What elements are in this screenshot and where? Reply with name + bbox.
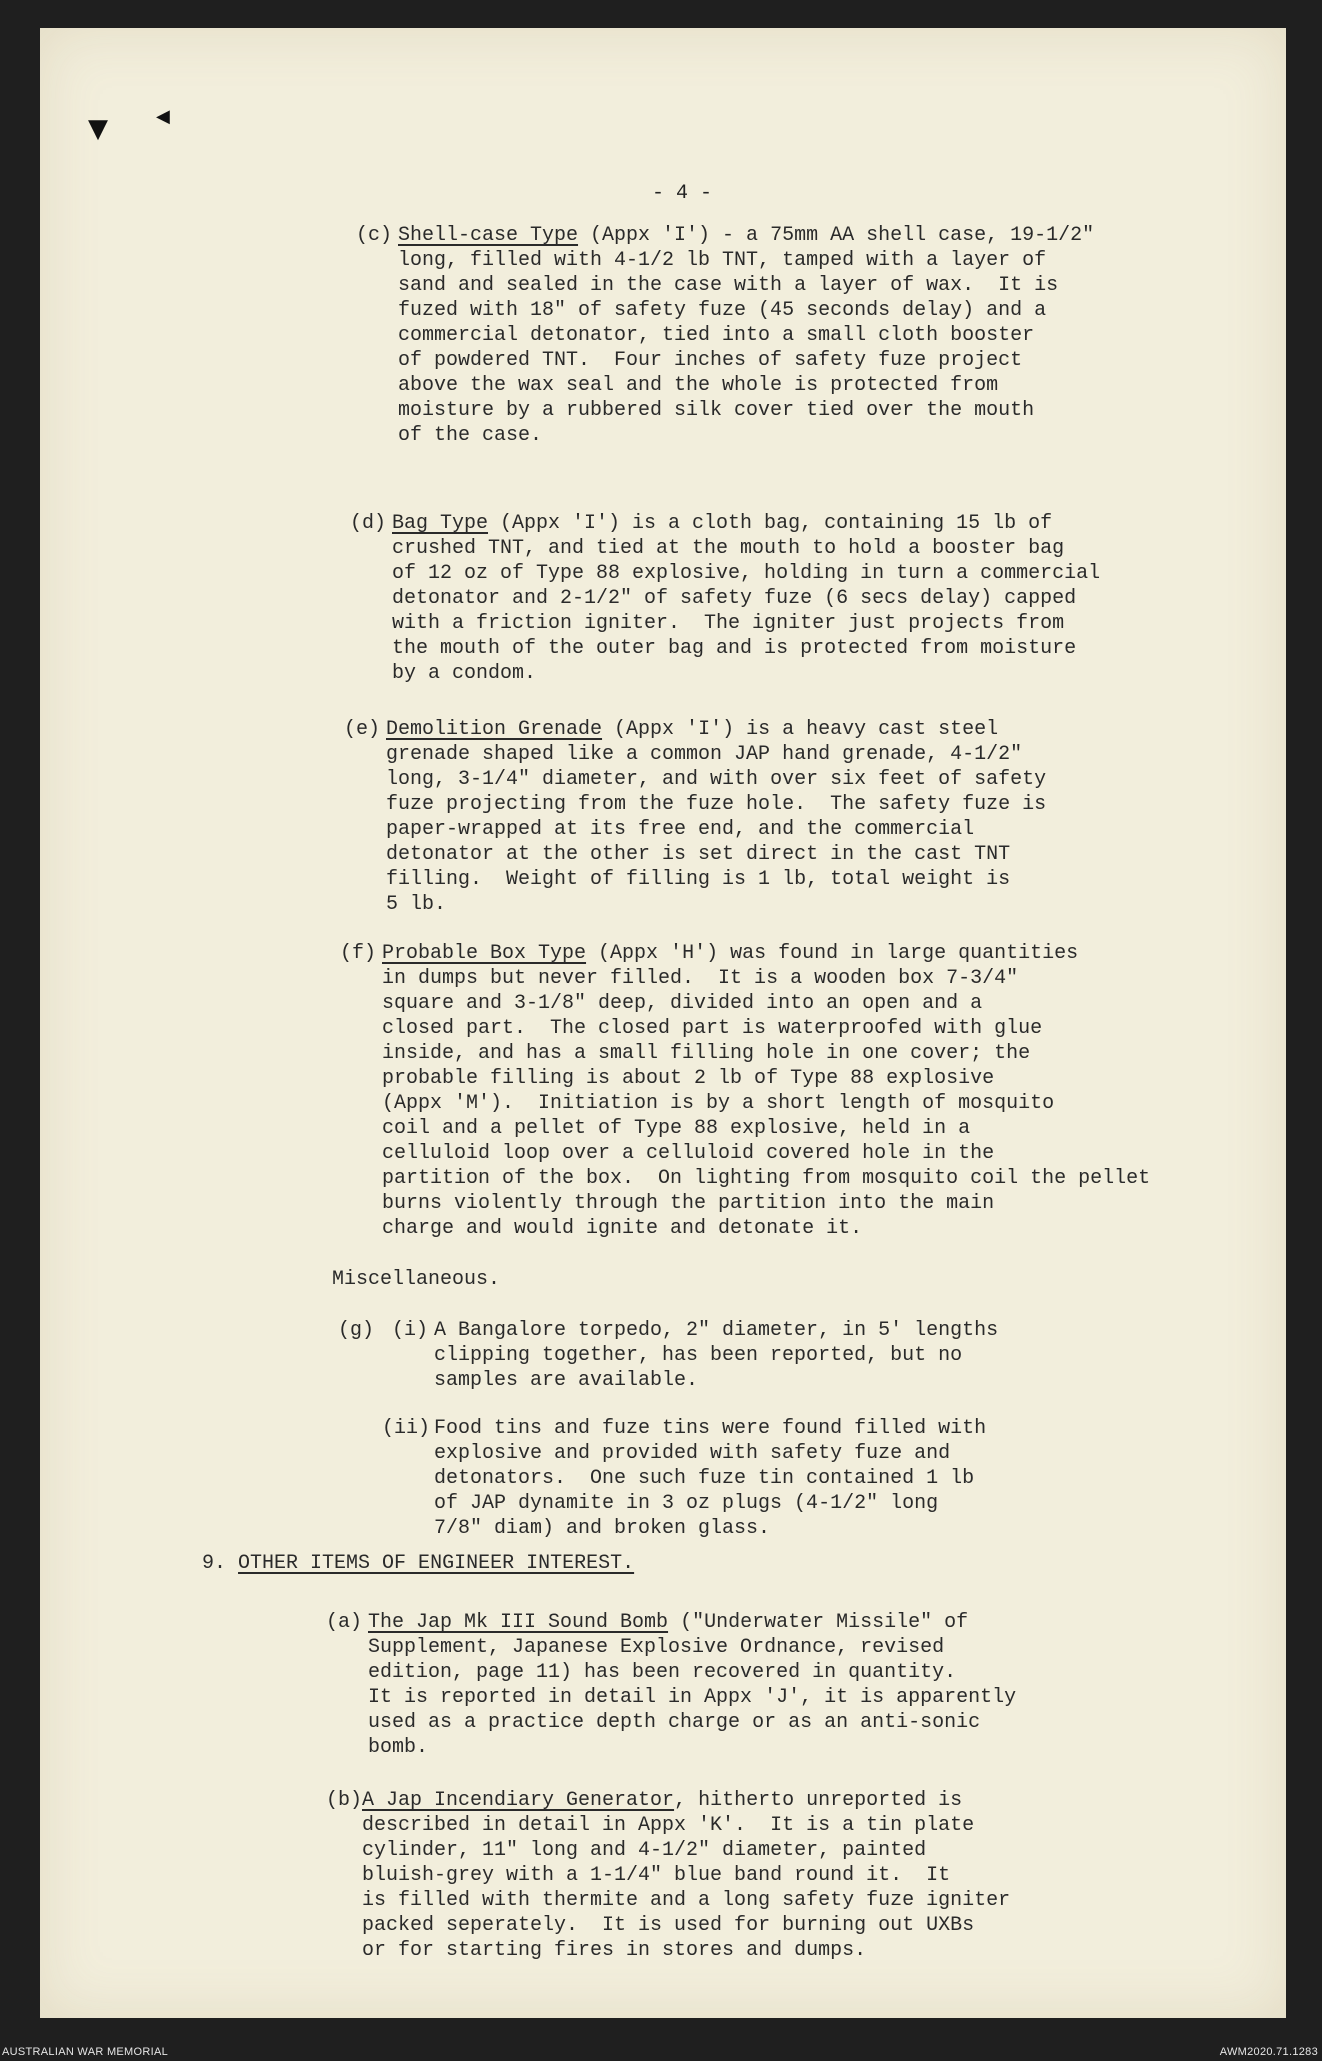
item-body: Demolition Grenade (Appx 'I') is a heavy cast steel grenade shaped like a common JAP hand grenade, 4-1/2" long, 3-1/4" diameter, and with over six feet of safety fuze projecting from the fuze hole. The safety fuze is paper-wrapped at its free end, and the commercial detonator at the other is set direct in the cast TNT filling. Weight of filling is 1 lb, total weight is 5 lb. bbox=[386, 718, 1047, 916]
item-body: Probable Box Type (Appx 'H') was found in large quantities in dumps but never filled. It is a wooden box 7-3/4" square and 3-1/8" deep, divided into an open and a closed part. The closed part is waterproofed with glue inside, and has a small filling hole in one cover; the probable filling is about 2 lb of Type 88 explosive (Appx 'M'). Initiation is by a short length of mosquito coil and a pellet of Type 88 explosive, held in a celluloid loop over a celluloid covered hole in the partition of the box. On lighting from mosquito coil the pellet burns violently through the partition into the main charge and would ignite and detonate it. bbox=[382, 942, 1151, 1240]
punch-mark: ◀ bbox=[156, 106, 170, 127]
misc-item-i bbox=[392, 1318, 998, 1393]
section-number: 9. bbox=[202, 1552, 227, 1575]
item-label: (g) bbox=[338, 1319, 375, 1342]
item-label: (ii) bbox=[382, 1417, 431, 1440]
item-title: Probable Box Type bbox=[382, 942, 587, 965]
misc-heading: Miscellaneous. bbox=[332, 1268, 501, 1291]
punch-mark: ▼ bbox=[88, 114, 108, 144]
misc-item-ii bbox=[382, 1416, 986, 1541]
item-9b bbox=[326, 1788, 1010, 1963]
section-title: OTHER ITEMS OF ENGINEER INTEREST. bbox=[238, 1552, 635, 1575]
item-d bbox=[350, 511, 1100, 686]
page-number: - 4 - bbox=[652, 182, 713, 205]
item-f bbox=[340, 941, 1150, 1241]
item-title: Shell-case Type bbox=[398, 224, 579, 247]
document-page bbox=[40, 28, 1286, 2018]
item-title: Bag Type bbox=[392, 512, 489, 535]
item-label: (a) bbox=[326, 1611, 363, 1634]
item-body: Bag Type (Appx 'I') is a cloth bag, containing 15 lb of crushed TNT, and tied at the mouth to hold a booster bag of 12 oz of Type 88 explosive, holding in turn a commercial detonator and 2-1/2" of safety fuze (6 secs delay) capped with a friction igniter. The igniter just projects from the mouth of the outer bag and is protected from moisture by a condom. bbox=[392, 512, 1101, 685]
item-body: The Jap Mk III Sound Bomb ("Underwater Missile" of Supplement, Japanese Explosive Ordnance, revised edition, page 11) has been recovered in quantity. It is reported in detail in Appx 'J', it is apparently used as a practice depth charge or as an anti-sonic bomb. bbox=[368, 1611, 1017, 1759]
item-e bbox=[344, 717, 1046, 917]
footer-institution: AUSTRALIAN WAR MEMORIAL bbox=[2, 2046, 169, 2058]
item-label: (d) bbox=[350, 512, 387, 535]
item-label: (i) bbox=[392, 1319, 429, 1342]
item-c bbox=[356, 223, 1094, 448]
item-body: A Jap Incendiary Generator, hitherto unreported is described in detail in Appx 'K'. It is a tin plate cylinder, 11" long and 4-1/2" diameter, painted bluish-grey with a 1-1/4" blue band round it. It is filled with thermite and a long safety fuze igniter packed seperately. It is used for burning out UXBs or for starting fires in stores and dumps. bbox=[362, 1789, 1011, 1962]
item-label: (c) bbox=[356, 224, 393, 247]
item-body: Shell-case Type (Appx 'I') - a 75mm AA shell case, 19-1/2" long, filled with 4-1/2 lb TNT, tamped with a layer of sand and sealed in the case with a layer of wax. It is fuzed with 18" of safety fuze (45 seconds delay) and a commercial detonator, tied into a small cloth booster of powdered TNT. Four inches of safety fuze project above the wax seal and the whole is protected from moisture by a rubbered silk cover tied over the mouth of the case. bbox=[398, 224, 1095, 447]
item-9a bbox=[326, 1610, 1016, 1760]
item-label: (b) bbox=[326, 1789, 363, 1812]
item-title: A Jap Incendiary Generator bbox=[362, 1789, 675, 1812]
item-title: Demolition Grenade bbox=[386, 718, 603, 741]
item-label: (e) bbox=[344, 718, 381, 741]
item-body: Food tins and fuze tins were found filled with explosive and provided with safety fuze and detonators. One such fuze tin contained 1 lb of JAP dynamite in 3 oz plugs (4-1/2" long 7/8" diam) and broken glass. bbox=[434, 1417, 987, 1540]
item-body: A Bangalore torpedo, 2" diameter, in 5' lengths clipping together, has been reported, but no samples are available. bbox=[434, 1319, 999, 1392]
footer-reference: AWM2020.71.1283 bbox=[1219, 2046, 1318, 2058]
item-label: (f) bbox=[340, 942, 377, 965]
section-9-heading bbox=[202, 1552, 634, 1575]
item-title: The Jap Mk III Sound Bomb bbox=[368, 1611, 669, 1634]
